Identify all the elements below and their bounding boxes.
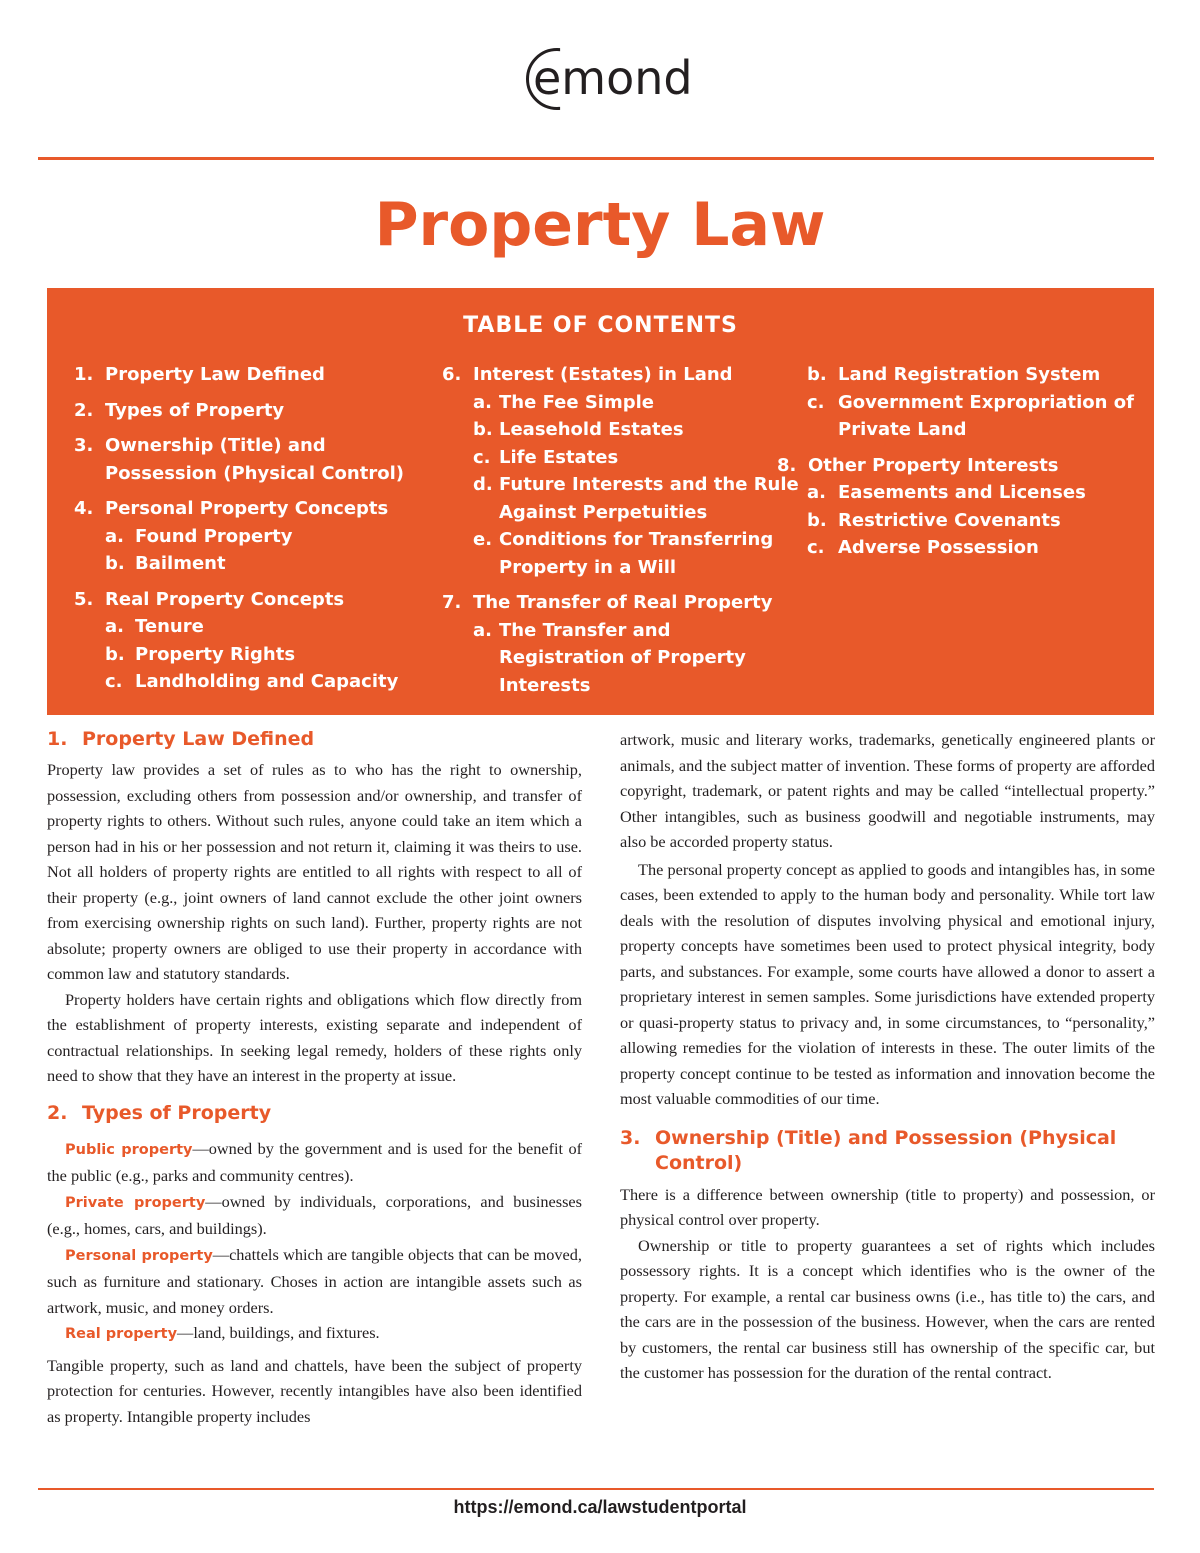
toc-item[interactable] [777,452,1152,480]
section-title: Types of Property [82,1101,272,1124]
toc-num: c. [807,391,825,413]
toc-item[interactable] [74,432,434,487]
toc-label: Property Rights [135,643,296,665]
toc-label: Other Property Interests [808,454,1059,476]
toc-num: b. [807,509,827,531]
left-column [47,727,582,1429]
definition-term: Real property [65,1326,178,1342]
toc-column-2 [442,361,802,699]
section-2-paragraph-1-continued: artwork, music and literary works, trademarks, genetically engineered plants or animals, and the subject matter of invention. These forms of property are afforded copyright, trademark, or patent rights and may be called “intellectual property.” Other intangibles, such as business goodwill and negotiable instruments, may also be accorded property status. [620,730,1155,851]
section-3-paragraph-1: There is a difference between ownership (title to property) and possession, or physical control over property. [620,1184,1155,1229]
toc-label: Easements and Licenses [838,482,1086,503]
toc-label: Tenure [135,616,204,637]
definition-term: Personal property [65,1247,213,1264]
section-1-paragraph-2: Property holders have certain rights and obligations which flow directly from the establishment of property interests, existing separate and independent of contractual relationships. In seeking legal remedy, holders of these rights only need to show that they have an interest in the property at issue. [47,989,582,1085]
toc-column-1 [74,361,434,696]
toc-subitem[interactable] [442,617,802,700]
toc-label: Land Registration System [838,364,1101,385]
toc-subitem[interactable] [442,471,802,526]
right-column [620,727,1155,1386]
section-2-paragraph-1: Tangible property, such as land and chattels, have been the subject of property protection for centuries. However, recently intangibles have also been identified as property. Intangible property includes [47,1355,582,1426]
toc-label: Adverse Possession [838,537,1039,558]
definition-text: —chattels which are tangible objects that can be moved, such as furniture and stationary. Choses in action are intangible assets such as artwork, music, and money orders. [47,1244,582,1317]
section-1-heading [47,727,582,752]
definition-text: —owned by the government and is used for the benefit of the public (e.g., parks and community centres). [47,1138,583,1185]
toc-label: The Transfer of Real Property [473,592,773,613]
toc-subitem[interactable] [442,416,802,444]
toc-label: Property Law Defined [105,364,325,385]
toc-label: Conditions for Transferring Property in a Will [499,529,774,578]
toc-column-3 [777,361,1152,562]
definition-text: —land, buildings, and fixtures. [177,1323,380,1342]
section-3-heading [620,1126,1155,1176]
toc-num: a. [807,482,826,503]
toc-num: 6. [442,364,462,385]
toc-subitem[interactable] [74,523,434,551]
toc-num: 4. [74,498,94,519]
definition-public-property [47,1136,582,1189]
definition-personal-property [47,1242,582,1321]
toc-item[interactable] [442,361,802,389]
toc-num: b. [105,553,125,574]
toc-item[interactable] [74,586,434,614]
toc-item[interactable] [442,589,802,617]
toc-label: The Transfer and Registration of Property Interests [499,619,746,696]
section-title: Ownership (Title) and Possession (Physical Control) [655,1126,1117,1174]
toc-num: 7. [442,592,462,613]
section-2-paragraph-2: The personal property concept as applied to goods and intangibles has, in some cases, been extended to apply to the human body and personality. While tort law deals with the resolution of disputes involving physical and emotional injury, property concepts have sometimes been used to protect physical integrity, body parts, and substances. For example, some courts have allowed a donor to assert a proprietary interest in semen samples. Some jurisdictions have extended property or quasi-property status to privacy and, in some circumstances, to “personality,” allowing remedies for the violation of interests in these. The outer limits of the property concept continue to be tested as information and innovation become the most valuable commodities of our time. [620,859,1155,1108]
footer-rule [38,1488,1154,1490]
toc-num: c. [473,446,491,468]
toc-num: b. [473,419,493,440]
toc-item[interactable] [74,495,434,523]
toc-label: Leasehold Estates [499,419,684,440]
section-number: 3. [620,1126,641,1149]
emond-logo: emond [533,51,693,105]
toc-subitem[interactable] [74,550,434,578]
toc-subitem[interactable] [442,444,802,472]
toc-label: Ownership (Title) and Possession (Physical Control) [105,435,404,484]
toc-subitem[interactable] [74,641,434,669]
toc-heading: TABLE OF CONTENTS [463,313,738,338]
toc-num: 1. [74,364,94,385]
section-2-heading [47,1101,582,1126]
toc-num: e. [473,529,493,550]
toc-num: c. [807,537,825,558]
toc-label: Future Interests and the Rule Against Perpetuities [499,474,799,523]
toc-num: 3. [74,435,94,456]
definition-term: Private property [65,1194,206,1211]
toc-subitem[interactable] [807,389,1152,444]
definition-real-property [47,1320,582,1348]
toc-num: a. [473,619,492,641]
toc-subitem[interactable] [74,668,434,696]
toc-subitem[interactable] [807,507,1152,535]
toc-label: The Fee Simple [499,391,654,413]
toc-label: Bailment [135,553,226,574]
section-title: Property Law Defined [82,728,315,750]
toc-num: a. [105,616,124,637]
toc-subitem[interactable] [74,613,434,641]
definition-term: Public property [65,1141,193,1158]
table-of-contents [47,288,1154,715]
toc-label: Restrictive Covenants [838,509,1061,531]
toc-subitem[interactable] [807,479,1152,507]
toc-num: b. [105,643,125,665]
toc-label: Types of Property [105,399,285,421]
toc-item[interactable] [74,397,434,425]
toc-subitem[interactable] [442,389,802,417]
toc-num: a. [105,525,124,547]
toc-num: 5. [74,588,94,610]
toc-label: Personal Property Concepts [105,498,389,519]
toc-label: Interest (Estates) in Land [473,364,733,385]
toc-num: b. [807,364,827,385]
toc-label: Landholding and Capacity [135,671,399,692]
toc-label: Real Property Concepts [105,588,345,610]
toc-subitem[interactable] [442,526,802,581]
toc-subitem[interactable] [807,361,1152,389]
toc-num: a. [473,391,492,413]
toc-label: Life Estates [499,446,619,468]
section-3-paragraph-2: Ownership or title to property guarantees a set of rights which includes possessory rights. It is a concept which identifies who is the owner of the property. For example, a rental car business owns (i.e., has title to) the cars, and the cars are in the possession of the business. However, when the cars are rented by customers, the rental car business still has ownership of the specific car, but the customer has possession for the duration of the rental contract. [620,1235,1155,1382]
toc-label: Government Expropriation of Private Land [838,391,1134,440]
header-rule [38,157,1154,160]
toc-num: c. [105,671,123,692]
toc-num: d. [473,474,493,495]
section-1-paragraph-1: Property law provides a set of rules as to who has the right to ownership, possession, excluding others from possession and/or ownership, and transfer of property rights to others. Without such rules, anyone could take an item which a person had in his or her possession and not return it, claiming it was theirs to use. Not all holders of property rights are entitled to all rights with respect to all of their property (e.g., joint owners of land cannot exclude the other joint owners from exercising ownership rights on such land). Further, property rights are not absolute; property owners are obliged to use their property in accordance with common law and statutory standards. [47,760,582,983]
toc-label: Found Property [135,525,293,547]
section-number: 2. [47,1101,68,1124]
definition-private-property [47,1189,582,1242]
toc-num: 8. [777,454,797,476]
page-title: Property Law [374,190,826,260]
definition-text: —owned by individuals, corporations, and businesses (e.g., homes, cars, and buildings). [47,1191,582,1238]
footer-url-link[interactable]: https://emond.ca/lawstudentportal [453,1497,747,1517]
toc-item[interactable] [74,361,434,389]
section-number: 1. [47,728,68,750]
toc-subitem[interactable] [807,534,1152,562]
toc-num: 2. [74,399,94,421]
